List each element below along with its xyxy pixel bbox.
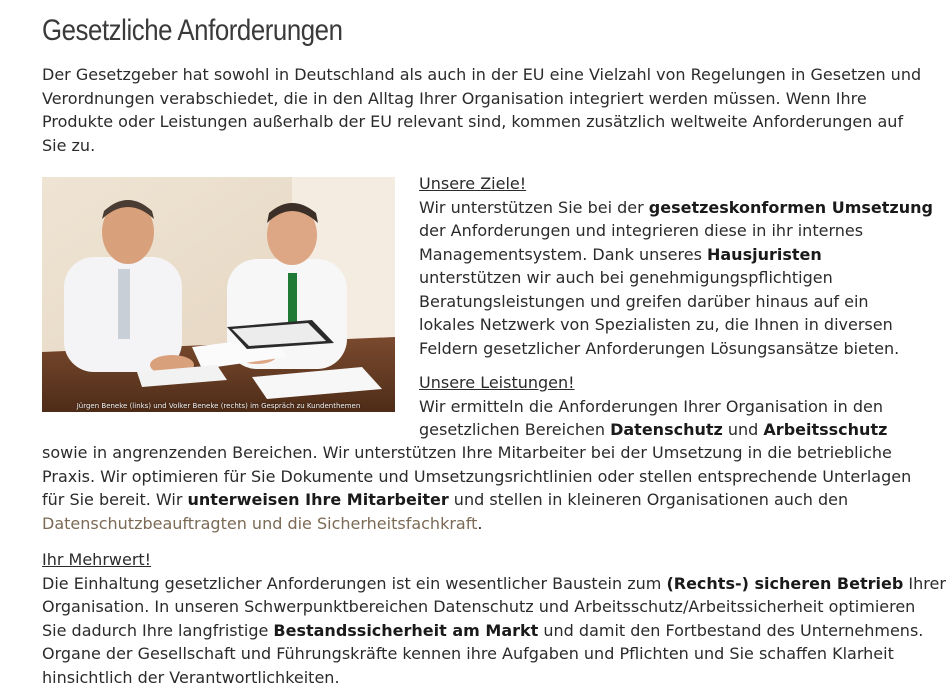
goals-section bbox=[419, 172, 933, 360]
goals-line: unterstützen wir auch bei genehmigungspflichtigen bbox=[419, 268, 833, 287]
services-line bbox=[42, 512, 911, 536]
goals-line bbox=[419, 196, 933, 220]
services-section bbox=[419, 371, 887, 442]
services-text: gesetzlichen Bereichen bbox=[419, 420, 611, 439]
value-line: hinsichtlich der Verantwortlichkeiten. bbox=[42, 667, 340, 687]
value-emphasis: (Rechts-) sicheren Betrieb bbox=[666, 573, 904, 593]
intro-line: Der Gesetzgeber hat sowohl in Deutschland als auch in der EU eine Vielzahl von Regelungen in Gesetzen und bbox=[42, 65, 922, 84]
intro-line: Sie zu. bbox=[42, 135, 96, 155]
services-emphasis: unterweisen Ihre Mitarbeiter bbox=[187, 490, 449, 509]
value-text: und damit den Fortbestand des Unternehmens. bbox=[538, 620, 924, 640]
goals-line: Beratungsleistungen und greifen darüber hinaus auf ein bbox=[419, 291, 869, 311]
goals-emphasis: Hausjuristen bbox=[706, 244, 822, 264]
intro-line: Produkte oder Leistungen außerhalb der EU relevant sind, kommen zusätzlich weltweite Anforderungen auf bbox=[42, 112, 904, 131]
goals-line bbox=[419, 243, 933, 267]
services-text: und stellen in kleineren Organisationen auch den bbox=[448, 490, 849, 509]
value-line bbox=[42, 619, 946, 643]
services-emphasis: Datenschutz bbox=[610, 420, 723, 439]
services-line: sowie in angrenzenden Bereichen. Wir unterstützen Ihre Mitarbeiter bei der Umsetzung in die betriebliche bbox=[42, 443, 892, 462]
photo-caption: Jürgen Beneke (links) und Volker Beneke (rechts) im Gespräch zu Kundenthemen bbox=[76, 402, 361, 410]
services-text: für Sie bereit. Wir bbox=[42, 490, 188, 509]
intro-line: Verordnungen verabschiedet, die in den Alltag Ihrer Organisation integriert werden müssen. Wenn Ihre bbox=[42, 88, 867, 108]
officer-link[interactable]: Datenschutzbeauftragten und die Sicherheitsfachkraft bbox=[42, 513, 478, 533]
services-line bbox=[419, 418, 887, 442]
goals-line: lokales Netzwerk von Spezialisten zu, die Ihnen in diversen bbox=[419, 315, 893, 334]
goals-emphasis: gesetzeskonformen Umsetzung bbox=[648, 197, 933, 217]
value-text: Sie dadurch Ihre langfristige bbox=[42, 620, 274, 640]
services-line: Wir ermitteln die Anforderungen Ihrer Organisation in den bbox=[419, 396, 883, 416]
goals-text: Wir unterstützen Sie bei der bbox=[419, 197, 649, 217]
services-text: . bbox=[477, 513, 483, 533]
services-heading: Unsere Leistungen! bbox=[419, 373, 575, 392]
services-continuation bbox=[42, 441, 911, 535]
value-line: Organisation. In unseren Schwerpunktbereichen Datenschutz und Arbeitsschutz/Arbeitssicherheit optimieren bbox=[42, 597, 916, 616]
value-line: Organe der Gesellschaft und Führungskräfte kennen ihre Aufgaben und Pflichten und Sie schaffen Klarheit bbox=[42, 644, 894, 663]
services-line bbox=[42, 488, 911, 512]
services-emphasis: Arbeitsschutz bbox=[763, 420, 888, 439]
team-photo bbox=[42, 177, 395, 412]
value-text: Die Einhaltung gesetzlicher Anforderungen ist ein wesentlicher Baustein zum bbox=[42, 573, 667, 593]
value-section bbox=[42, 548, 946, 689]
services-line: Praxis. Wir optimieren für Sie Dokumente und Umsetzungsrichtlinien oder stellen entsprechende Unterlagen bbox=[42, 466, 912, 486]
team-photo-illustration bbox=[42, 177, 395, 412]
goals-heading: Unsere Ziele! bbox=[419, 174, 527, 193]
services-text: und bbox=[722, 420, 764, 439]
value-line bbox=[42, 572, 946, 596]
value-heading: Ihr Mehrwert! bbox=[42, 550, 152, 569]
goals-line: der Anforderungen und integrieren diese in ihr internes bbox=[419, 221, 864, 240]
goals-text: Managementsystem. Dank unseres bbox=[419, 244, 707, 264]
intro-paragraph bbox=[42, 63, 921, 157]
goals-line: Feldern gesetzlicher Anforderungen Lösungsansätze bieten. bbox=[419, 338, 900, 358]
value-text: Ihrer bbox=[903, 573, 946, 593]
page-title: Gesetzliche Anforderungen bbox=[42, 14, 343, 47]
value-emphasis: Bestandssicherheit am Markt bbox=[273, 620, 539, 640]
